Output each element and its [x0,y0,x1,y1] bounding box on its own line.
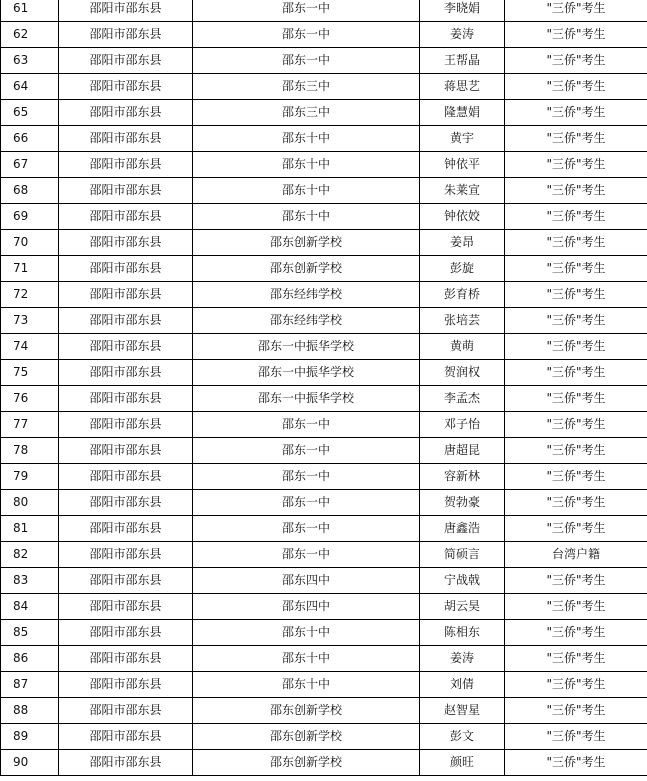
table-row [1,516,647,542]
cell-remark: "三侨"考生 [505,724,647,750]
cell-remark: "三侨"考生 [505,464,647,490]
cell-school: 邵东一中 [193,464,420,490]
cell-region: 邵阳市邵东县 [59,412,193,438]
cell-remark: "三侨"考生 [505,646,647,672]
table-row [1,334,647,360]
table-row [1,490,647,516]
cell-region: 邵阳市邵东县 [59,620,193,646]
cell-student-name: 隆慧娟 [420,100,505,126]
cell-serial-number: 68 [1,178,59,204]
table-row [1,646,647,672]
cell-student-name: 胡云昊 [420,594,505,620]
cell-region: 邵阳市邵东县 [59,178,193,204]
cell-serial-number: 84 [1,594,59,620]
cell-school: 邵东十中 [193,126,420,152]
cell-region: 邵阳市邵东县 [59,334,193,360]
cell-remark: "三侨"考生 [505,100,647,126]
cell-serial-number: 72 [1,282,59,308]
cell-remark: "三侨"考生 [505,360,647,386]
cell-school: 邵东四中 [193,568,420,594]
cell-student-name: 黄萌 [420,334,505,360]
cell-region: 邵阳市邵东县 [59,126,193,152]
cell-serial-number: 62 [1,22,59,48]
cell-serial-number: 70 [1,230,59,256]
cell-region: 邵阳市邵东县 [59,750,193,776]
cell-remark: "三侨"考生 [505,490,647,516]
cell-region: 邵阳市邵东县 [59,464,193,490]
cell-remark: "三侨"考生 [505,334,647,360]
cell-serial-number: 76 [1,386,59,412]
cell-student-name: 钟依姣 [420,204,505,230]
cell-student-name: 姜涛 [420,646,505,672]
table-row [1,698,647,724]
cell-school: 邵东创新学校 [193,724,420,750]
cell-school: 邵东一中 [193,438,420,464]
cell-region: 邵阳市邵东县 [59,360,193,386]
cell-region: 邵阳市邵东县 [59,48,193,74]
cell-region: 邵阳市邵东县 [59,22,193,48]
cell-student-name: 李孟杰 [420,386,505,412]
table-row [1,724,647,750]
cell-student-name: 朱莱宣 [420,178,505,204]
cell-serial-number: 67 [1,152,59,178]
cell-school: 邵东创新学校 [193,256,420,282]
cell-region: 邵阳市邵东县 [59,724,193,750]
cell-serial-number: 77 [1,412,59,438]
cell-student-name: 彭文 [420,724,505,750]
table-row [1,568,647,594]
cell-school: 邵东创新学校 [193,230,420,256]
cell-serial-number: 82 [1,542,59,568]
cell-region: 邵阳市邵东县 [59,516,193,542]
cell-student-name: 彭旋 [420,256,505,282]
table-row [1,464,647,490]
cell-school: 邵东十中 [193,646,420,672]
cell-student-name: 刘倩 [420,672,505,698]
cell-student-name: 蒋思艺 [420,74,505,100]
cell-serial-number: 89 [1,724,59,750]
cell-school: 邵东十中 [193,204,420,230]
cell-serial-number: 69 [1,204,59,230]
cell-region: 邵阳市邵东县 [59,0,193,22]
cell-remark: "三侨"考生 [505,48,647,74]
cell-remark: "三侨"考生 [505,256,647,282]
table-row [1,282,647,308]
cell-region: 邵阳市邵东县 [59,542,193,568]
cell-remark: 台湾户籍 [505,542,647,568]
table-row [1,594,647,620]
cell-remark: "三侨"考生 [505,750,647,776]
cell-school: 邵东一中 [193,490,420,516]
cell-serial-number: 80 [1,490,59,516]
cell-school: 邵东四中 [193,594,420,620]
table-row [1,360,647,386]
cell-student-name: 容新林 [420,464,505,490]
cell-remark: "三侨"考生 [505,230,647,256]
cell-remark: "三侨"考生 [505,152,647,178]
cell-remark: "三侨"考生 [505,308,647,334]
cell-region: 邵阳市邵东县 [59,490,193,516]
cell-region: 邵阳市邵东县 [59,594,193,620]
cell-school: 邵东一中振华学校 [193,334,420,360]
table-row [1,620,647,646]
cell-serial-number: 86 [1,646,59,672]
cell-serial-number: 71 [1,256,59,282]
cell-remark: "三侨"考生 [505,594,647,620]
cell-student-name: 颜旺 [420,750,505,776]
cell-student-name: 李晓娟 [420,0,505,22]
roster-table-body [1,0,647,776]
cell-school: 邵东三中 [193,74,420,100]
cell-region: 邵阳市邵东县 [59,698,193,724]
cell-student-name: 邓子怡 [420,412,505,438]
table-row [1,100,647,126]
cell-region: 邵阳市邵东县 [59,282,193,308]
cell-remark: "三侨"考生 [505,386,647,412]
cell-school: 邵东一中 [193,22,420,48]
table-row [1,308,647,334]
cell-region: 邵阳市邵东县 [59,646,193,672]
cell-region: 邵阳市邵东县 [59,256,193,282]
cell-school: 邵东创新学校 [193,750,420,776]
cell-student-name: 赵智星 [420,698,505,724]
cell-school: 邵东经纬学校 [193,308,420,334]
cell-serial-number: 90 [1,750,59,776]
table-row [1,412,647,438]
cell-student-name: 贺润权 [420,360,505,386]
table-row [1,0,647,22]
table-row [1,750,647,776]
cell-serial-number: 87 [1,672,59,698]
table-row [1,672,647,698]
cell-remark: "三侨"考生 [505,22,647,48]
cell-student-name: 钟依平 [420,152,505,178]
cell-remark: "三侨"考生 [505,178,647,204]
table-row [1,22,647,48]
cell-serial-number: 81 [1,516,59,542]
cell-serial-number: 73 [1,308,59,334]
cell-remark: "三侨"考生 [505,282,647,308]
cell-serial-number: 74 [1,334,59,360]
cell-region: 邵阳市邵东县 [59,568,193,594]
cell-region: 邵阳市邵东县 [59,204,193,230]
cell-student-name: 陈相东 [420,620,505,646]
cell-school: 邵东十中 [193,672,420,698]
cell-serial-number: 83 [1,568,59,594]
cell-student-name: 唐超昆 [420,438,505,464]
cell-serial-number: 88 [1,698,59,724]
cell-student-name: 黄宇 [420,126,505,152]
cell-school: 邵东一中振华学校 [193,386,420,412]
cell-serial-number: 79 [1,464,59,490]
cell-remark: "三侨"考生 [505,620,647,646]
cell-serial-number: 75 [1,360,59,386]
table-row [1,152,647,178]
table-row [1,438,647,464]
cell-remark: "三侨"考生 [505,516,647,542]
cell-school: 邵东三中 [193,100,420,126]
cell-school: 邵东十中 [193,152,420,178]
cell-region: 邵阳市邵东县 [59,308,193,334]
table-row [1,48,647,74]
cell-region: 邵阳市邵东县 [59,230,193,256]
cell-school: 邵东创新学校 [193,698,420,724]
cell-serial-number: 85 [1,620,59,646]
cell-remark: "三侨"考生 [505,672,647,698]
table-row [1,386,647,412]
cell-region: 邵阳市邵东县 [59,100,193,126]
cell-student-name: 姜昂 [420,230,505,256]
cell-student-name: 张培芸 [420,308,505,334]
cell-remark: "三侨"考生 [505,0,647,22]
cell-school: 邵东一中 [193,516,420,542]
table-row [1,256,647,282]
cell-student-name: 简硕言 [420,542,505,568]
cell-serial-number: 63 [1,48,59,74]
cell-student-name: 唐鑫浩 [420,516,505,542]
table-row [1,74,647,100]
table-row [1,126,647,152]
cell-school: 邵东一中 [193,412,420,438]
cell-school: 邵东一中 [193,0,420,22]
cell-serial-number: 78 [1,438,59,464]
cell-serial-number: 66 [1,126,59,152]
cell-student-name: 姜涛 [420,22,505,48]
cell-student-name: 贺勃豪 [420,490,505,516]
cell-remark: "三侨"考生 [505,204,647,230]
cell-school: 邵东经纬学校 [193,282,420,308]
cell-student-name: 彭育桥 [420,282,505,308]
cell-remark: "三侨"考生 [505,698,647,724]
table-row [1,542,647,568]
table-row [1,178,647,204]
table-row [1,230,647,256]
cell-school: 邵东十中 [193,620,420,646]
table-row [1,204,647,230]
cell-school: 邵东十中 [193,178,420,204]
cell-remark: "三侨"考生 [505,126,647,152]
cell-school: 邵东一中 [193,542,420,568]
cell-student-name: 王帮晶 [420,48,505,74]
cell-region: 邵阳市邵东县 [59,152,193,178]
cell-serial-number: 61 [1,0,59,22]
cell-school: 邵东一中振华学校 [193,360,420,386]
cell-region: 邵阳市邵东县 [59,74,193,100]
cell-region: 邵阳市邵东县 [59,386,193,412]
cell-remark: "三侨"考生 [505,438,647,464]
cell-region: 邵阳市邵东县 [59,438,193,464]
cell-remark: "三侨"考生 [505,74,647,100]
cell-remark: "三侨"考生 [505,412,647,438]
cell-region: 邵阳市邵东县 [59,672,193,698]
cell-school: 邵东一中 [193,48,420,74]
cell-student-name: 宁战戟 [420,568,505,594]
cell-serial-number: 65 [1,100,59,126]
cell-remark: "三侨"考生 [505,568,647,594]
cell-serial-number: 64 [1,74,59,100]
